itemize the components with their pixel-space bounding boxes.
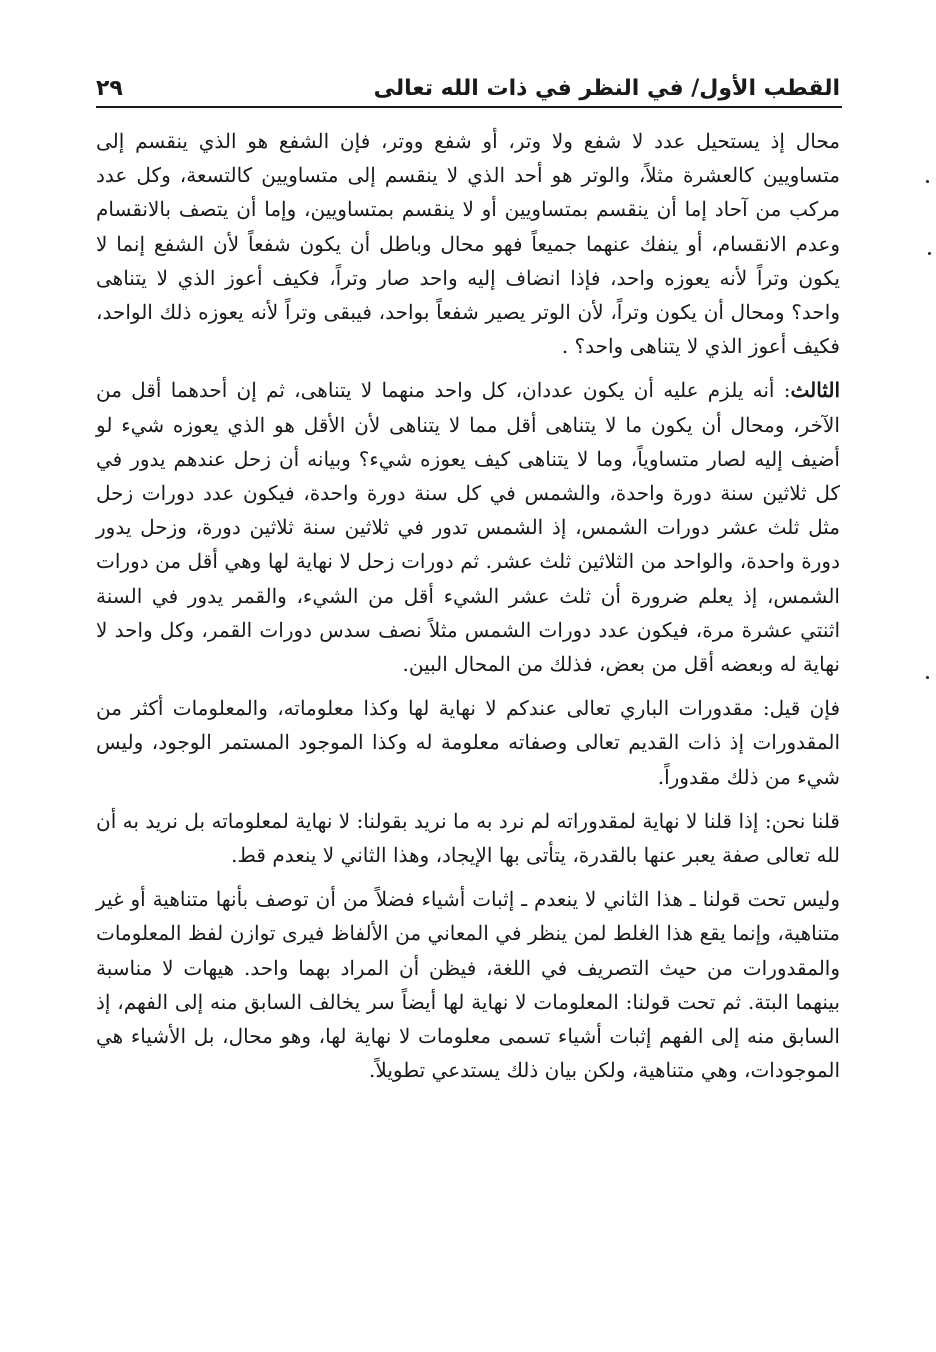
margin-speck <box>926 676 929 679</box>
paragraph-2-heading: الثالث <box>790 378 840 403</box>
running-title: القطب الأول/ في النظر في ذات الله تعالى <box>373 76 840 101</box>
page-number: ٢٩ <box>96 76 123 101</box>
margin-speck <box>928 252 931 255</box>
paragraph-5-text: وليس تحت قولنا ـ هذا الثاني لا ينعدم ـ إثبات أشياء فضلاً من أن توصف بأنها متناهية أو غير متناهية، وإنما يقع هذا الغلط لمن ينظر في المعاني من الألفاظ فيرى توازن لفظ المعلومات والمقدورات من حيث التصريف في اللغة، فيظن أن المراد بهما واحد. هيهات لا مناسبة بينهما البتة. ثم تحت قولنا: المعلومات لا نهاية لها أيضاً سر يخالف السابق منه إلى الفهم، إذ السابق منه إلى الفهم إثبات أشياء تسمى معلومات لا نهاية لها، وهو محال، بل الأشياء هي الموجودات، وهي متناهية، ولكن بيان ذلك يستدعي تطويلاً. <box>96 887 840 1083</box>
paragraph-3 <box>96 691 840 794</box>
paragraph-2 <box>96 373 840 681</box>
page-body <box>96 124 840 1097</box>
paragraph-1-text: محال إذ يستحيل عدد لا شفع ولا وتر، أو شفع ووتر، فإن الشفع هو الذي ينقسم إلى متساويين كالعشرة مثلاً، والوتر هو أحد الذي لا ينقسم إلى متساويين كالتسعة، وكل عدد مركب من آحاد إما أن ينقسم بمتساويين أو لا ينقسم بمتساويين، وإما أن يتصف بالانقسام وعدم الانقسام، أو ينفك عنهما جميعاً فهو محال وباطل أن يكون شفعاً لأن الشفع إنما لا يكون وتراً لأنه يعوزه واحد، فإذا انضاف إليه واحد صار وتراً، فكيف أعوز الذي لا يتناهى واحد؟ ومحال أن يكون وتراً، لأن الوتر يصير شفعاً بواحد، فيبقى وتراً لأنه يعوزه ذلك الواحد، فكيف أعوز الذي لا يتناهى واحد؟ . <box>96 129 840 359</box>
paragraph-4 <box>96 804 840 872</box>
header-rule <box>96 106 842 108</box>
paragraph-5 <box>96 882 840 1087</box>
paragraph-4-text: قلنا نحن: إذا قلنا لا نهاية لمقدوراته لم نرد به ما نريد بقولنا: لا نهاية لمعلوماته بل نريد به أن لله تعالى صفة يعبر عنها بالقدرة، يتأتى بها الإيجاد، وهذا الثاني لا ينعدم قط. <box>96 808 840 868</box>
page-header <box>96 56 840 104</box>
paragraph-1 <box>96 124 840 363</box>
paragraph-3-text: فإن قيل: مقدورات الباري تعالى عندكم لا نهاية لها وكذا معلوماته، والمعلومات أكثر من المقدورات إذ ذات القديم تعالى وصفاته معلومة له وكذا الموجود المستمر الوجود، وليس شيء من ذلك مقدوراً. <box>96 696 840 789</box>
margin-speck <box>926 180 929 183</box>
paragraph-2-text: : أنه يلزم عليه أن يكون عددان، كل واحد منهما لا يتناهى، ثم إن أحدهما أقل من الآخر، ومحال أن يكون ما لا يتناهى أقل مما لا يتناهى لأن الأقل هو الذي يعوزه شيء لو أضيف إليه لصار متساوياً، وما لا يتناهى كيف يعوزه شيء؟ وبيانه أن زحل عندهم يدور في كل ثلاثين سنة دورة واحدة، والشمس في كل سنة دورة واحدة، فيكون عدد دورات زحل مثل ثلث عشر دورات الشمس، إذ الشمس تدور في ثلاثين سنة ثلاثين دورة، وزحل يدور دورة واحدة، والواحد من الثلاثين ثلث عشر. ثم دورات زحل لا نهاية لها وهي أقل من دورات الشمس، إذ يعلم ضرورة أن ثلث عشر الشيء أقل من الشيء، والقمر يدور في السنة اثنتي عشرة مرة، فيكون عدد دورات الشمس مثلاً نصف سدس دورات القمر، وكل واحد لا نهاية له وبعضه أقل من بعض، فذلك من المحال البين. <box>96 378 840 677</box>
